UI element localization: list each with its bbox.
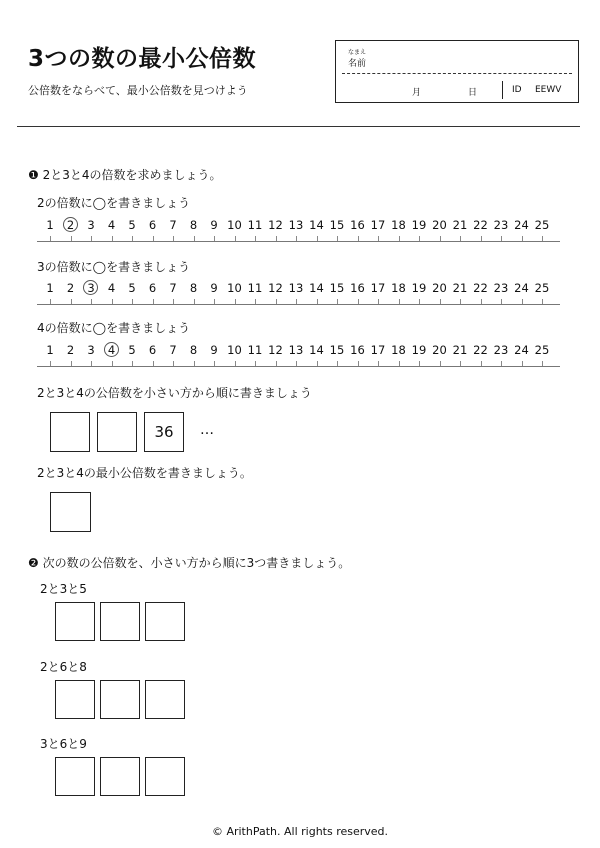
tick-mark <box>440 299 441 304</box>
tick-mark <box>337 236 338 241</box>
number-line-axis <box>37 304 560 305</box>
multiples-of-3-label: 3の倍数に◯を書きましょう <box>37 260 191 274</box>
number-1[interactable]: 1 <box>46 343 54 357</box>
tick-mark <box>194 361 195 366</box>
tick-mark <box>399 236 400 241</box>
divider <box>502 81 503 99</box>
tick-mark <box>255 236 256 241</box>
number-11[interactable]: 11 <box>247 281 263 295</box>
tick-mark <box>91 236 92 241</box>
tick-mark <box>173 236 174 241</box>
number-15[interactable]: 15 <box>329 218 345 232</box>
answer-box[interactable] <box>55 602 95 641</box>
number-13[interactable]: 13 <box>288 218 304 232</box>
tick-mark <box>173 299 174 304</box>
lcm-answer-box[interactable] <box>50 492 91 532</box>
tick-mark <box>276 361 277 366</box>
tick-mark <box>132 299 133 304</box>
number-15[interactable]: 15 <box>329 343 345 357</box>
tick-mark <box>112 299 113 304</box>
tick-mark <box>194 236 195 241</box>
number-14[interactable]: 14 <box>309 218 324 232</box>
answer-box[interactable] <box>50 412 90 452</box>
number-22[interactable]: 22 <box>473 281 488 295</box>
number-line-axis <box>37 241 560 242</box>
tick-mark <box>419 361 420 366</box>
problem-label: 2と6と8 <box>40 660 87 674</box>
question-2-heading: ❷ 次の数の公倍数を、小さい方から順に3つ書きましょう。 <box>28 556 351 570</box>
number-4[interactable]: 4 <box>100 342 124 358</box>
lcm-label: 2と3と4の最小公倍数を書きましょう。 <box>37 466 252 480</box>
number-25[interactable]: 25 <box>534 343 550 357</box>
tick-mark <box>378 236 379 241</box>
number-8[interactable]: 8 <box>189 281 198 295</box>
number-12[interactable]: 12 <box>268 218 283 232</box>
tick-mark <box>522 361 523 366</box>
number-2[interactable]: 2 <box>66 343 75 357</box>
number-3[interactable]: 3 <box>87 218 95 232</box>
answer-box[interactable] <box>100 602 140 641</box>
number-5[interactable]: 5 <box>128 218 136 232</box>
number-12[interactable]: 12 <box>268 281 283 295</box>
number-line-4 <box>37 342 562 372</box>
number-13[interactable]: 13 <box>288 343 304 357</box>
answer-box[interactable] <box>100 757 140 796</box>
number-7[interactable]: 7 <box>169 343 177 357</box>
tick-mark <box>194 299 195 304</box>
tick-mark <box>255 361 256 366</box>
copyright: © ArithPath. All rights reserved. <box>211 825 389 838</box>
tick-mark <box>317 361 318 366</box>
tick-mark <box>112 236 113 241</box>
tick-mark <box>132 361 133 366</box>
number-17[interactable]: 17 <box>370 218 386 232</box>
answer-box[interactable] <box>145 602 185 641</box>
number-5[interactable]: 5 <box>128 343 136 357</box>
tick-mark <box>399 361 400 366</box>
tick-mark <box>317 299 318 304</box>
tick-mark <box>214 299 215 304</box>
number-18[interactable]: 18 <box>391 281 406 295</box>
tick-mark <box>214 361 215 366</box>
number-9[interactable]: 9 <box>210 218 218 232</box>
number-6[interactable]: 6 <box>148 343 157 357</box>
number-13[interactable]: 13 <box>288 281 304 295</box>
id-value: EEWV <box>535 85 562 95</box>
tick-mark <box>460 299 461 304</box>
problem-label: 3と6と9 <box>40 737 87 751</box>
number-19[interactable]: 19 <box>411 281 427 295</box>
tick-mark <box>173 361 174 366</box>
number-20[interactable]: 20 <box>432 343 447 357</box>
number-18[interactable]: 18 <box>391 343 406 357</box>
tick-mark <box>481 299 482 304</box>
number-2[interactable]: 2 <box>59 217 83 233</box>
name-box <box>335 40 579 103</box>
ellipsis: … <box>200 422 214 438</box>
number-22[interactable]: 22 <box>473 343 488 357</box>
number-7[interactable]: 7 <box>169 281 177 295</box>
number-10[interactable]: 10 <box>227 218 242 232</box>
number-9[interactable]: 9 <box>210 281 218 295</box>
number-4[interactable]: 4 <box>107 218 116 232</box>
number-22[interactable]: 22 <box>473 218 488 232</box>
number-24[interactable]: 24 <box>514 343 529 357</box>
tick-mark <box>91 361 92 366</box>
number-23[interactable]: 23 <box>493 281 509 295</box>
answer-box[interactable] <box>145 680 185 719</box>
number-21[interactable]: 21 <box>452 218 468 232</box>
answer-box[interactable] <box>145 757 185 796</box>
number-23[interactable]: 23 <box>493 218 509 232</box>
tick-mark <box>358 361 359 366</box>
number-11[interactable]: 11 <box>247 218 263 232</box>
tick-mark <box>522 299 523 304</box>
number-7[interactable]: 7 <box>169 218 177 232</box>
tick-mark <box>50 236 51 241</box>
tick-mark <box>50 299 51 304</box>
day-label: 日 <box>468 88 478 98</box>
tick-mark <box>71 361 72 366</box>
multiples-of-4-label: 4の倍数に◯を書きましょう <box>37 321 191 335</box>
page-title: 3つの数の最小公倍数 <box>28 46 257 72</box>
number-10[interactable]: 10 <box>227 343 242 357</box>
number-1[interactable]: 1 <box>46 218 54 232</box>
tick-mark <box>542 236 543 241</box>
tick-mark <box>235 361 236 366</box>
tick-mark <box>317 236 318 241</box>
tick-mark <box>460 361 461 366</box>
number-8[interactable]: 8 <box>189 218 198 232</box>
tick-mark <box>276 299 277 304</box>
number-25[interactable]: 25 <box>534 218 550 232</box>
number-8[interactable]: 8 <box>189 343 198 357</box>
tick-mark <box>153 361 154 366</box>
number-21[interactable]: 21 <box>452 281 468 295</box>
tick-mark <box>481 236 482 241</box>
tick-mark <box>378 299 379 304</box>
tick-mark <box>378 361 379 366</box>
number-1[interactable]: 1 <box>46 281 54 295</box>
tick-mark <box>419 236 420 241</box>
tick-mark <box>501 236 502 241</box>
tick-mark <box>276 236 277 241</box>
number-9[interactable]: 9 <box>210 343 218 357</box>
tick-mark <box>542 299 543 304</box>
tick-mark <box>419 299 420 304</box>
tick-mark <box>71 236 72 241</box>
tick-mark <box>501 299 502 304</box>
name-label: 名前 <box>348 59 367 69</box>
tick-mark <box>153 299 154 304</box>
multiples-of-2-label: 2の倍数に◯を書きましょう <box>37 196 191 210</box>
tick-mark <box>112 361 113 366</box>
tick-mark <box>440 361 441 366</box>
tick-mark <box>358 236 359 241</box>
tick-mark <box>440 236 441 241</box>
number-20[interactable]: 20 <box>432 218 447 232</box>
number-16[interactable]: 16 <box>350 281 365 295</box>
tick-mark <box>153 236 154 241</box>
header-divider <box>17 126 580 127</box>
tick-mark <box>71 299 72 304</box>
common-multiples-label: 2と3と4の公倍数を小さい方から順に書きましょう <box>37 386 312 400</box>
number-12[interactable]: 12 <box>268 343 283 357</box>
tick-mark <box>501 361 502 366</box>
number-14[interactable]: 14 <box>309 281 324 295</box>
number-17[interactable]: 17 <box>370 281 386 295</box>
tick-mark <box>132 236 133 241</box>
number-17[interactable]: 17 <box>370 343 386 357</box>
tick-mark <box>296 299 297 304</box>
number-line-axis <box>37 366 560 367</box>
tick-mark <box>522 236 523 241</box>
number-24[interactable]: 24 <box>514 218 529 232</box>
tick-mark <box>296 361 297 366</box>
number-6[interactable]: 6 <box>148 218 157 232</box>
tick-mark <box>337 361 338 366</box>
tick-mark <box>235 236 236 241</box>
tick-mark <box>542 361 543 366</box>
number-21[interactable]: 21 <box>452 343 468 357</box>
number-5[interactable]: 5 <box>128 281 136 295</box>
answer-box[interactable] <box>97 412 137 452</box>
name-ruby: なまえ <box>348 49 367 56</box>
answer-box[interactable] <box>55 757 95 796</box>
question-1-heading: ❶ 2と3と4の倍数を求めましょう。 <box>28 168 222 182</box>
tick-mark <box>235 299 236 304</box>
tick-mark <box>481 361 482 366</box>
tick-mark <box>255 299 256 304</box>
tick-mark <box>460 236 461 241</box>
number-4[interactable]: 4 <box>107 281 116 295</box>
tick-mark <box>337 299 338 304</box>
number-line-3 <box>37 280 562 310</box>
number-2[interactable]: 2 <box>66 281 75 295</box>
number-20[interactable]: 20 <box>432 281 447 295</box>
number-23[interactable]: 23 <box>493 343 509 357</box>
number-10[interactable]: 10 <box>227 281 242 295</box>
number-18[interactable]: 18 <box>391 218 406 232</box>
number-19[interactable]: 19 <box>411 343 427 357</box>
tick-mark <box>91 299 92 304</box>
tick-mark <box>50 361 51 366</box>
number-6[interactable]: 6 <box>148 281 157 295</box>
tick-mark <box>296 236 297 241</box>
number-3[interactable]: 3 <box>87 343 95 357</box>
answer-box[interactable] <box>55 680 95 719</box>
number-15[interactable]: 15 <box>329 281 345 295</box>
number-16[interactable]: 16 <box>350 343 365 357</box>
tick-mark <box>214 236 215 241</box>
number-line-2 <box>37 217 562 247</box>
number-16[interactable]: 16 <box>350 218 365 232</box>
answer-box[interactable] <box>100 680 140 719</box>
number-19[interactable]: 19 <box>411 218 427 232</box>
tick-mark <box>399 299 400 304</box>
number-3[interactable]: 3 <box>79 280 103 296</box>
number-24[interactable]: 24 <box>514 281 529 295</box>
id-label: ID <box>512 85 522 95</box>
problem-label: 2と3と5 <box>40 582 87 596</box>
number-25[interactable]: 25 <box>534 281 550 295</box>
number-14[interactable]: 14 <box>309 343 324 357</box>
answer-box-filled: 36 <box>144 412 184 452</box>
name-line <box>342 73 572 74</box>
tick-mark <box>358 299 359 304</box>
page-subtitle: 公倍数をならべて、最小公倍数を見つけよう <box>28 84 248 97</box>
month-label: 月 <box>412 88 422 98</box>
number-11[interactable]: 11 <box>247 343 263 357</box>
